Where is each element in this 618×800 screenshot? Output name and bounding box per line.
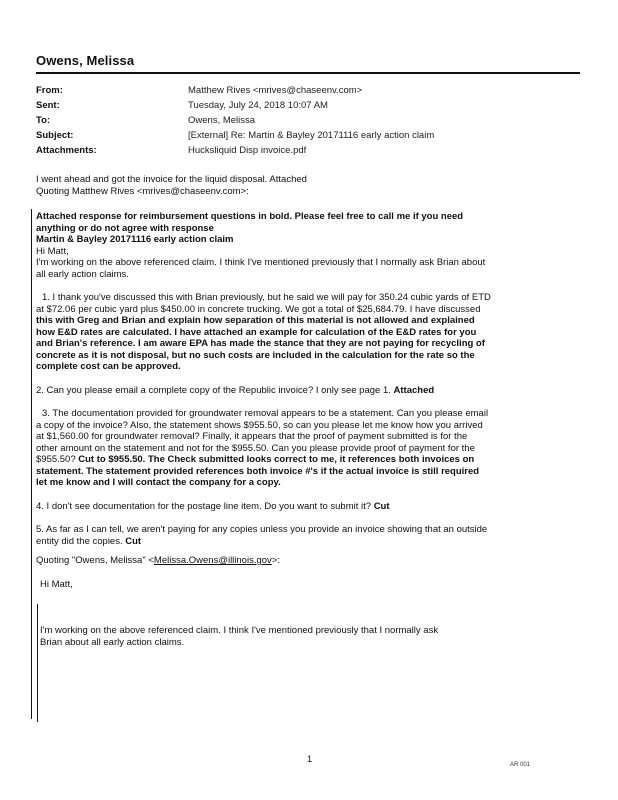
item3-line: other amount on the statement and not for the $955.50. Can you please provide proof of payment for the (36, 442, 475, 454)
reply-bold-line: anything or do not agree with response (36, 222, 214, 234)
intro-line: I went ahead and got the invoice for the liquid disposal. Attached (36, 174, 307, 185)
item3-bold-line: statement. The statement provided references both invoice #'s if the actual invoice is still required (36, 465, 480, 477)
quote-attribution (36, 555, 584, 567)
item3-line: a copy of the invoice? Also, the statement shows $955.50, so can you please let me know how you arrived (36, 419, 483, 431)
item1-line: 1. I thank you've discussed this with Brian previously, but he said we will pay for 350.24 cubic yards of ETD (42, 292, 491, 303)
email-intro (36, 174, 596, 197)
page-number: 1 (307, 754, 313, 764)
header-sent-row (36, 98, 434, 113)
item1-bold-line: this with Greg and Brian and explain how separation of this material is not allowed and explained (36, 315, 475, 326)
quote-prefix: Quoting "Owens, Melissa" < (36, 555, 154, 566)
header-label: From: (36, 85, 63, 96)
email-link[interactable]: Melissa.Owens@illinois.gov (153, 555, 272, 566)
quote-bar-outer (31, 209, 32, 719)
header-label: Sent: (36, 100, 60, 111)
item2-text: 2. Can you please email a complete copy of the Republic invoice? I only see page 1. (36, 384, 394, 396)
item3-text: $955.50? (36, 454, 79, 465)
attachment-name: Hucksliquid Disp invoice.pdf (188, 145, 307, 156)
header-label: Subject: (36, 130, 74, 141)
header-value: [External] Re: Martin & Bayley 20171116 early action claim (188, 130, 435, 141)
item3-line: 3. The documentation provided for groundwater removal appears to be a statement. Can you please email (42, 408, 489, 419)
quote-suffix: >: (271, 555, 280, 566)
item5-response: Cut (125, 535, 142, 547)
item2-response: Attached (393, 384, 435, 396)
bates-stamp: AR 001 (510, 762, 531, 768)
item3-response: Cut to $955.50. The Check submitted looks correct to me, it references both invoices on (78, 454, 475, 465)
header-subject-row (36, 128, 434, 143)
item3-bold-line: let me know and I will contact the company for a copy. (36, 477, 281, 488)
greeting: Hi Matt, (36, 245, 69, 257)
item3-line: at $1,560.00 for groundwater removal? Finally, it appears that the proof of payment submitted is for the (36, 431, 468, 442)
item5-line: 5. As far as I can tell, we aren't paying for any copies unless you provide an invoice showing that an outside (36, 524, 488, 535)
item2-line (36, 385, 584, 397)
reply-bold-line: Attached response for reimbursement questions in bold. Please feel free to call me if you need (36, 211, 464, 222)
item4-line (36, 501, 584, 513)
header-value: Tuesday, July 24, 2018 10:07 AM (188, 100, 328, 111)
item1-bold-line: complete cost can be approved. (36, 361, 181, 372)
owner-divider (36, 72, 580, 74)
item1-bold-line: how E&D rates are calculated. I have attached an example for calculation of the E&D rates for you (36, 326, 477, 338)
header-from-row (36, 83, 434, 98)
item5-text: entity did the copies. (36, 535, 126, 547)
intro-line: all early action claims. (36, 268, 129, 280)
item1-bold-line: and Brian's reference. I am aware EPA has made the stance that they are not paying for recycling of (36, 338, 485, 349)
mailbox-owner-name: Owens, Melissa (36, 53, 135, 68)
item1-bold-line: concrete as it is not disposal, but no such costs are included in the calculation for the rate so the (36, 349, 475, 361)
item3-line (36, 454, 584, 466)
header-value: Owens, Melissa (188, 115, 256, 126)
item4-response: Cut (373, 500, 390, 512)
intro-line: I'm working on the above referenced claim. I think I've mentioned previously that I normally ask Brian about (36, 257, 486, 268)
greeting: Hi Matt, (40, 578, 73, 590)
quote-attribution: Quoting Matthew Rives <mrives@chaseenv.com>: (36, 185, 249, 197)
item4-text: 4. I don't see documentation for the postage line item. Do you want to submit it? (36, 500, 374, 512)
header-label: To: (36, 115, 51, 126)
header-value: Matthew Rives <mrives@chaseenv.com> (188, 85, 363, 96)
email-header (36, 83, 434, 158)
header-to-row (36, 113, 434, 128)
quoted-reply (36, 211, 584, 648)
reply-bold-line: Martin & Bayley 20171116 early action claim (36, 234, 234, 245)
header-attachments-row (36, 143, 434, 158)
closing-line: I'm working on the above referenced claim. I think I've mentioned previously that I normally ask (40, 625, 439, 636)
header-label: Attachments: (36, 145, 97, 156)
item1-line: at $72.06 per cubic yard plus $450.00 in concrete trucking. We got a total of $25,684.79. I have discussed (36, 303, 481, 315)
closing-line: Brian about all early action claims. (40, 636, 185, 648)
item5-line (36, 536, 584, 548)
